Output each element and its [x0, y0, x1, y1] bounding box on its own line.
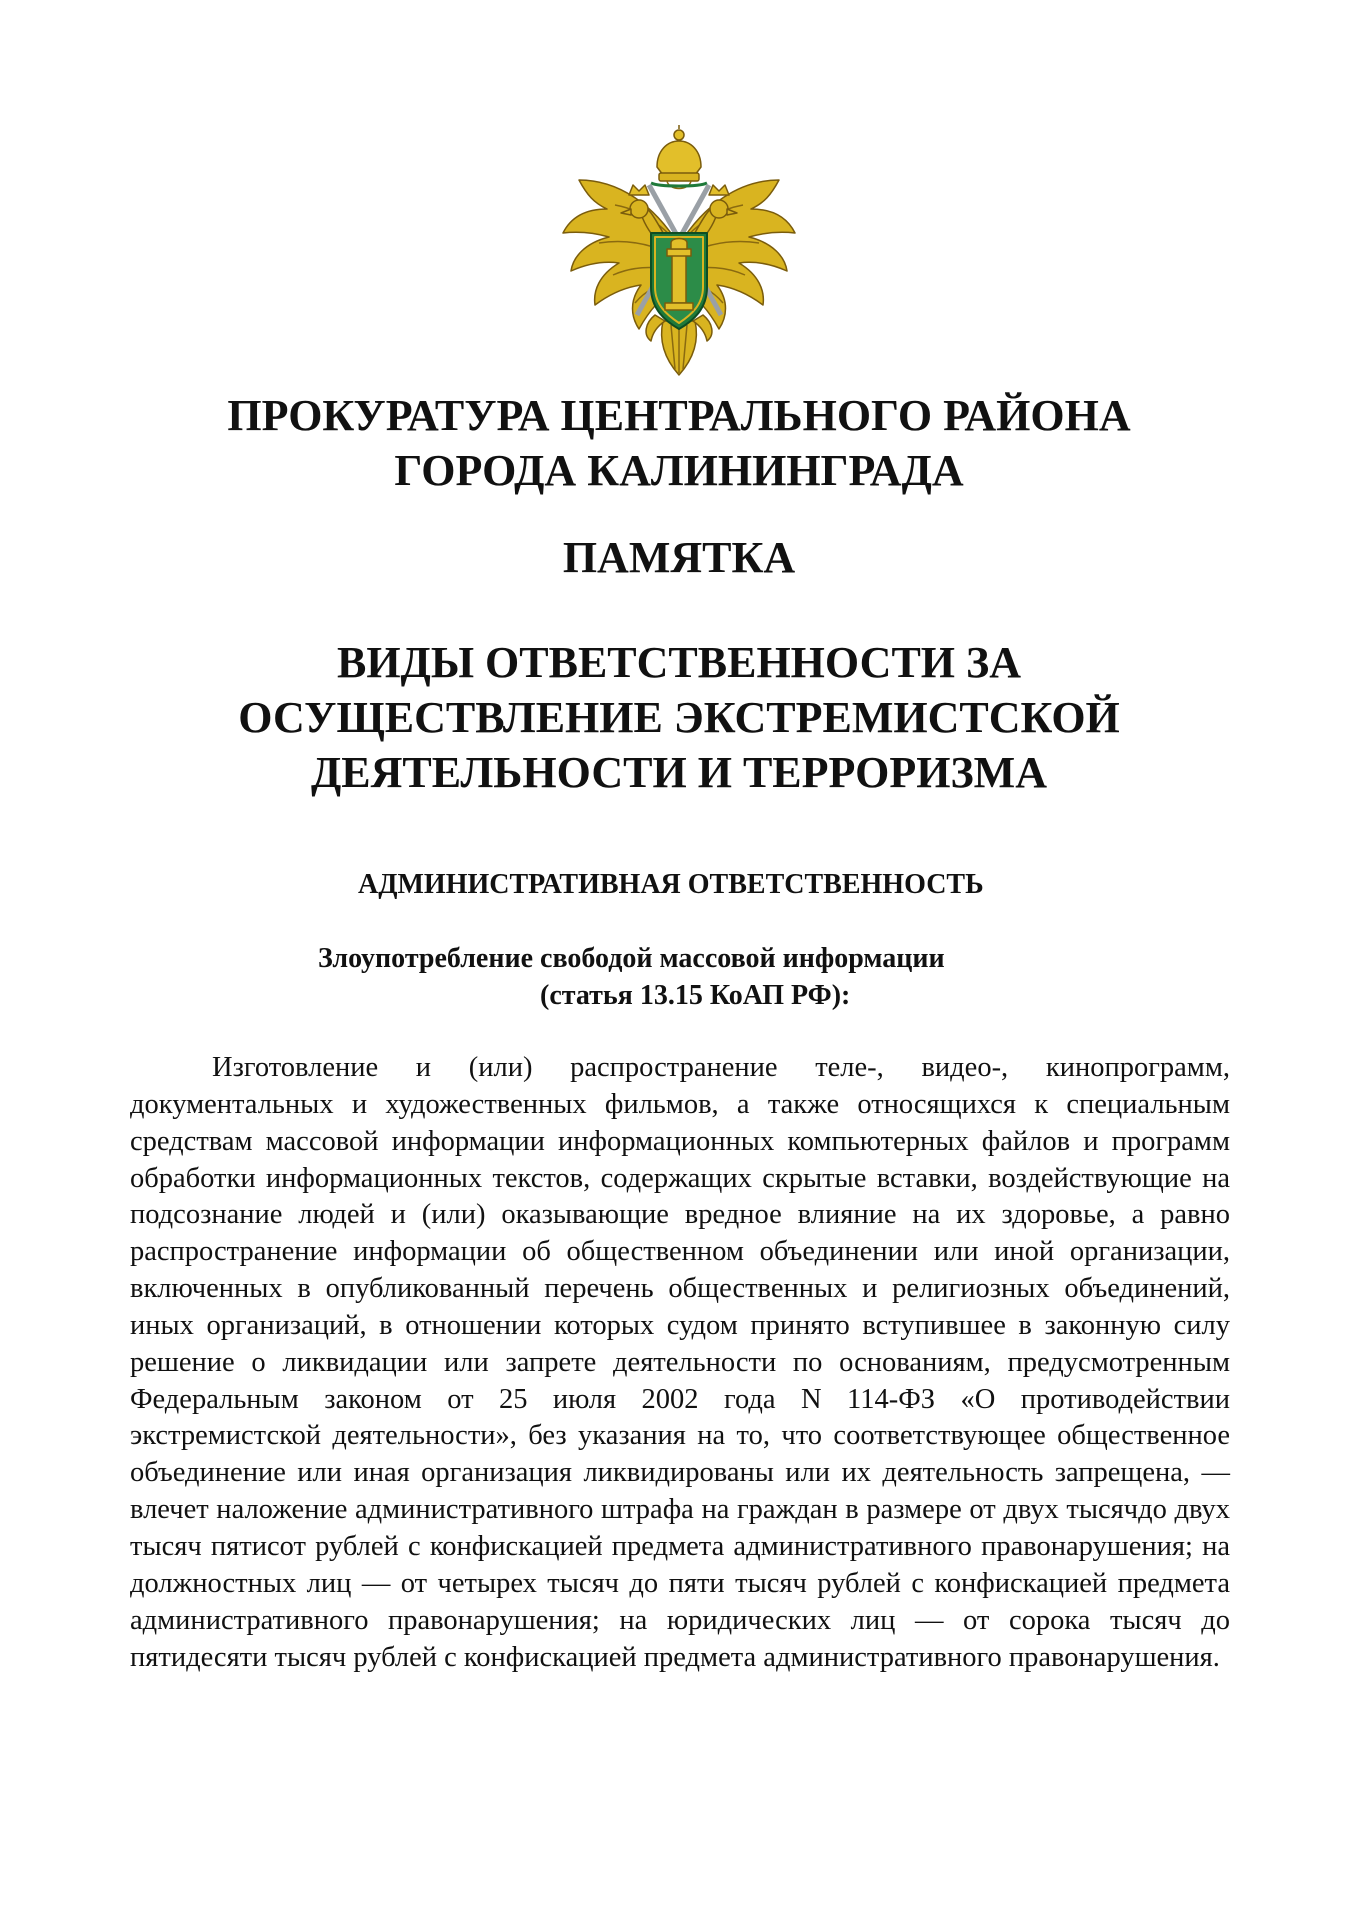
organization-title-line2: ГОРОДА КАЛИНИНГРАДА [394, 446, 964, 495]
organization-title-line1: ПРОКУРАТУРА ЦЕНТРАЛЬНОГО РАЙОНА [227, 391, 1131, 440]
organization-title [0, 388, 1358, 498]
prosecutor-emblem-icon [559, 125, 799, 387]
document-subject-line1: ВИДЫ ОТВЕТСТВЕННОСТИ ЗА [336, 638, 1022, 687]
subsection-heading-line1: Злоупотребление свободой массовой информации [318, 943, 945, 974]
subsection-heading-line2: (статья 13.15 КоАП РФ): [540, 980, 851, 1011]
document-subject-line2: ОСУЩЕСТВЛЕНИЕ ЭКСТРЕМИСТСКОЙ [238, 693, 1120, 742]
body-paragraph: Изготовление и (или) распространение теле-, видео-, кинопрограмм, документальных и художественных фильмов, а также относящихся к специальным средствам массовой информации информационных компьютерных файлов и программ обработки информационных текстов, содержащих скрытые вставки, воздействующие на подсознание людей и (или) оказывающие вредное влияние на их здоровье, а равно распространение информации об общественном объединении или иной организации, включенных в опубликованный перечень общественных и религиозных объединений, иных организаций, в отношении которых судом принято вступившее в законную силу решение о ликвидации или запрете деятельности по основаниям, предусмотренным Федеральным законом от 25 июля 2002 года N 114-ФЗ «О противодействии экстремистской деятельности», без указания на то, что соответствующее общественное объединение или иная организация ликвидированы или их деятельность запрещена, — влечет наложение административного штрафа на граждан в размере от двух тысячдо двух тысяч пятисот рублей с конфискацией предмета административного правонарушения; на должностных лиц — от четырех тысяч до пяти тысяч рублей с конфискацией предмета административного правонарушения; на юридических лиц — от сорока тысяч до пятидесяти тысяч рублей с конфискацией предмета административного правонарушения. [130, 1052, 1230, 1673]
document-type-title: ПАМЯТКА [562, 533, 796, 582]
subsection-heading [318, 940, 1038, 1014]
section-heading: АДМИНИСТРАТИВНАЯ ОТВЕТСТВЕННОСТЬ [358, 869, 984, 900]
document-subject-line3: ДЕЯТЕЛЬНОСТИ И ТЕРРОРИЗМА [311, 748, 1047, 797]
document-subject-title [0, 635, 1358, 800]
